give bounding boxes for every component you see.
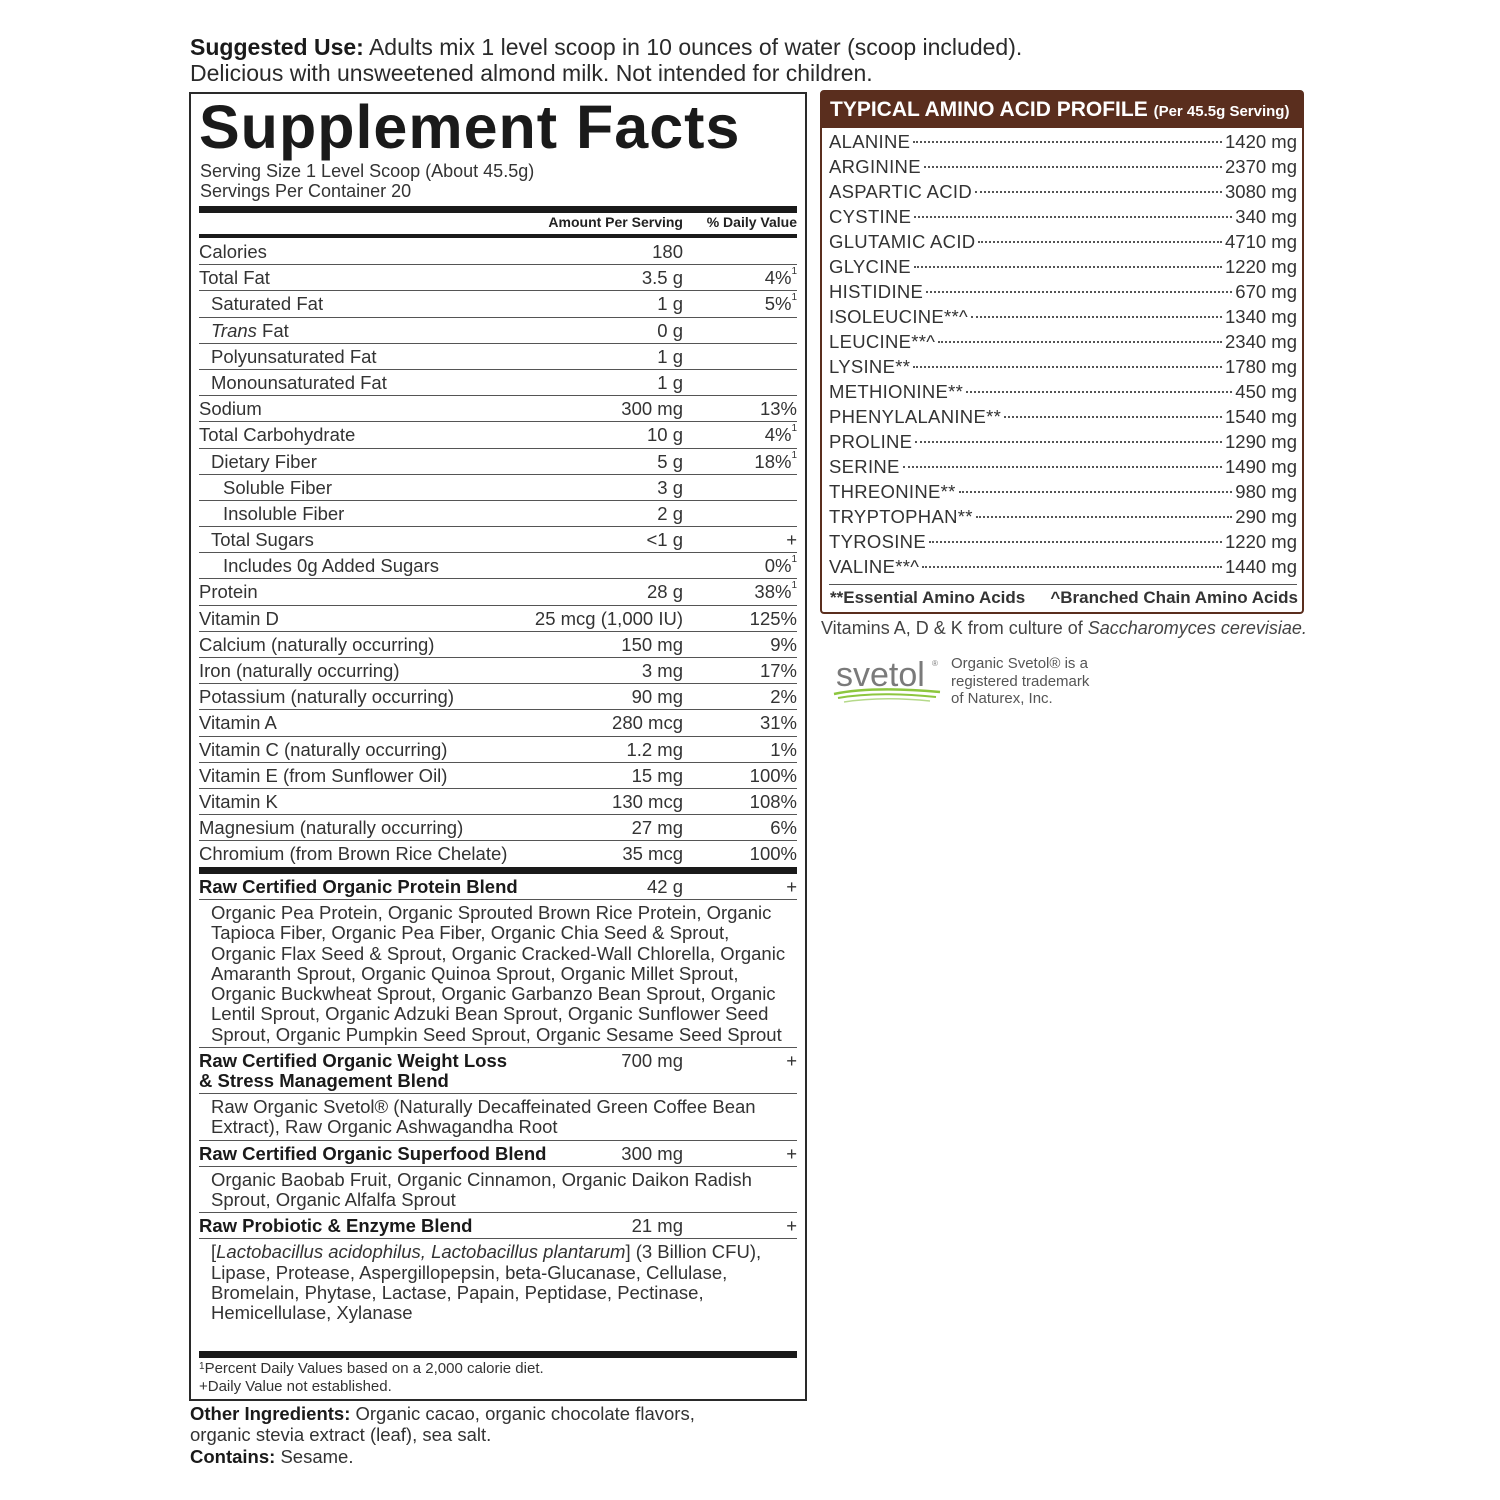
nutrient-name: Polyunsaturated Fat	[211, 345, 377, 367]
nutrient-row	[199, 396, 797, 422]
leader-dots	[924, 166, 1222, 168]
blend-ingredients: [Lactobacillus acidophilus, Lactobacillus plantarum] (3 Billion CFU), Lipase, Protease, Aspergillopepsin, beta-Glucanase, Cellulase, Bromelain, Phytase, Lactase, Papain, Peptidase, Pectinase, Hemicellulase, Xylanase	[211, 1241, 762, 1324]
blend-amount: 300 mg	[621, 1142, 683, 1164]
nutrient-dv: 17%	[759, 660, 797, 681]
amino-row	[829, 179, 1297, 204]
nutrient-dv: 38%$^1$	[754, 580, 797, 603]
nutrient-name: Soluble Fiber	[223, 476, 333, 498]
nutrient-name: Includes 0g Added Sugars	[223, 555, 439, 577]
bcaa-footnote: ^Branched Chain Amino Acids	[1050, 588, 1298, 607]
nutrient-name: Chromium (from Brown Rice Chelate)	[199, 843, 508, 865]
contains-label: Contains:	[190, 1446, 276, 1467]
amino-value: 1540 mg	[1225, 406, 1297, 427]
amino-value: 1290 mg	[1225, 431, 1297, 452]
blend-amount: 21 mg	[631, 1215, 683, 1237]
serving-info	[200, 161, 534, 201]
nutrient-name: Vitamin E (from Sunflower Oil)	[199, 764, 448, 786]
amino-name: SERINE	[829, 456, 900, 477]
amino-name: VALINE**^	[829, 556, 920, 577]
amino-value: 450 mg	[1235, 381, 1297, 402]
amino-value: 1420 mg	[1225, 131, 1297, 152]
nutrient-name: Total Carbohydrate	[199, 424, 356, 446]
amino-value: 670 mg	[1235, 281, 1297, 302]
amino-name: ISOLEUCINE**^	[829, 306, 969, 327]
blend-name: Raw Probiotic & Enzyme Blend	[199, 1215, 473, 1237]
amino-name: ALANINE	[829, 131, 911, 152]
nutrient-amount: 300 mg	[621, 398, 683, 420]
amino-acid-profile	[820, 90, 1304, 614]
contains-text: Sesame.	[275, 1446, 354, 1467]
amino-row	[829, 504, 1297, 529]
amino-name: PROLINE	[829, 431, 913, 452]
nutrient-amount: 90 mg	[631, 686, 683, 708]
amino-name: TYROSINE	[829, 531, 926, 552]
leader-dots	[959, 491, 1233, 493]
nutrient-dv: +	[786, 529, 797, 551]
amino-value: 1340 mg	[1225, 306, 1297, 327]
nutrient-row	[199, 501, 797, 527]
blend-name: Raw Certified Organic Protein Blend	[199, 876, 518, 897]
svg-text:®: ®	[932, 659, 938, 668]
nutrient-amount: 130 mcg	[612, 790, 683, 812]
nutrient-row	[199, 475, 797, 501]
amino-value: 1440 mg	[1225, 556, 1297, 577]
amino-subtitle: (Per 45.5g Serving)	[1153, 103, 1290, 120]
nutrient-row	[199, 632, 797, 658]
nutrient-amount: 3 mg	[641, 660, 683, 681]
leader-dots	[914, 266, 1222, 268]
other-ingredients-text: Organic cacao, organic chocolate flavors, organic stevia extract (leaf), sea salt.	[190, 1403, 695, 1445]
nutrient-dv: 4%$^1$	[764, 266, 797, 289]
nutrient-amount: 3 g	[657, 476, 683, 498]
nutrient-row	[199, 344, 797, 370]
nutrient-dv: 108%	[749, 790, 797, 812]
facts-title: Supplement Facts	[199, 93, 741, 161]
blend-dv: +	[786, 1142, 797, 1164]
leader-dots	[976, 516, 1233, 518]
nutrient-amount: 280 mcg	[612, 712, 683, 734]
nutrient-row	[199, 527, 797, 553]
nutrient-name: Vitamin D	[199, 607, 279, 629]
amino-row	[829, 229, 1297, 254]
nutrient-row	[199, 737, 797, 763]
leader-dots	[913, 366, 1222, 368]
blend-amount: 700 mg	[621, 1050, 683, 1072]
nutrient-amount: 5 g	[657, 450, 683, 472]
amino-title: TYPICAL AMINO ACID PROFILE	[830, 98, 1148, 121]
nutrient-dv: 1%	[770, 738, 797, 760]
amino-name: METHIONINE**	[829, 381, 964, 402]
nutrient-row	[199, 763, 797, 789]
nutrient-dv: 0%$^1$	[764, 554, 797, 577]
amino-row	[829, 254, 1297, 279]
amino-name: TRYPTOPHAN**	[829, 506, 973, 527]
nutrient-amount: 150 mg	[621, 633, 683, 655]
nutrient-row	[199, 606, 797, 632]
nutrient-name: Potassium (naturally occurring)	[199, 686, 454, 708]
nutrient-name: Protein	[199, 581, 258, 603]
nutrient-name: Sodium	[199, 398, 262, 420]
nutrient-dv: 31%	[759, 712, 797, 734]
amino-row	[829, 279, 1297, 304]
nutrient-amount: 1 g	[657, 345, 683, 367]
thick-rule	[199, 206, 797, 213]
essential-footnote: **Essential Amino Acids	[830, 588, 1026, 607]
leader-dots	[926, 291, 1232, 293]
amino-value: 340 mg	[1235, 206, 1297, 227]
amino-row	[829, 329, 1297, 354]
blend-name: Raw Certified Organic Weight Loss	[199, 1050, 508, 1072]
blend-ingredients: Organic Pea Protein, Organic Sprouted Brown Rice Protein, Organic Tapioca Fiber, Organic Pea Fiber, Organic Chia Seed & Sprout, Organic Flax Seed & Sprout, Organic Cracked-Wall Chlorella, Organic Amaranth Sprout, Organic Quinoa Sprout, Organic Millet Sprout, Organic Buckwheat Sprout, Organic Garbanzo Bean Sprout, Organic Lentil Sprout, Organic Adzuki Bean Sprout, Organic Sunflower Seed Sprout, Organic Pumpkin Seed Sprout, Organic Sesame Seed Sprout	[199, 900, 797, 1048]
nutrient-amount: 27 mg	[631, 817, 683, 839]
nutrient-dv: 100%	[749, 843, 797, 865]
leader-dots	[915, 441, 1222, 443]
footnote-1-text: Percent Daily Values based on a 2,000 calorie diet.	[204, 1360, 544, 1377]
nutrient-dv: 13%	[759, 398, 797, 420]
nutrient-row	[199, 553, 797, 579]
column-headers	[199, 214, 797, 234]
nutrient-dv: 125%	[749, 607, 797, 629]
leader-dots	[978, 241, 1222, 243]
suggested-use-line1: Adults mix 1 level scoop in 10 ounces of water (scoop included).	[363, 34, 1023, 60]
leader-dots	[971, 316, 1222, 318]
nutrient-dv: 6%	[770, 817, 797, 839]
amino-footnotes	[830, 588, 1298, 608]
suggested-use-label: Suggested Use:	[190, 34, 364, 60]
medium-rule	[199, 234, 797, 238]
nutrient-name: Dietary Fiber	[211, 450, 317, 472]
blend-header	[199, 1141, 797, 1167]
nutrient-row	[199, 789, 797, 815]
nutrient-amount: 180	[652, 241, 683, 262]
nutrient-amount: 1 g	[657, 293, 683, 315]
nutrient-rows	[199, 239, 797, 868]
amino-value: 1220 mg	[1225, 531, 1297, 552]
thick-rule-foot	[199, 1351, 797, 1358]
nutrient-amount: 0 g	[657, 319, 683, 341]
serving-size: Serving Size 1 Level Scoop (About 45.5g)	[200, 161, 535, 181]
amino-value: 4710 mg	[1225, 231, 1297, 252]
thick-rule-blends	[199, 867, 797, 874]
amino-name: HISTIDINE	[829, 281, 924, 302]
nutrient-name: Calcium (naturally occurring)	[199, 633, 435, 655]
vitamins-note-text: Vitamins A, D & K from culture of	[821, 618, 1088, 638]
blend-header	[199, 1213, 797, 1239]
dv-header: % Daily Value	[706, 214, 797, 230]
nutrient-name: Vitamin A	[199, 712, 277, 734]
amino-name: LYSINE**	[829, 356, 911, 377]
nutrient-row	[199, 291, 797, 317]
amount-header: Amount Per Serving	[548, 214, 683, 230]
leader-dots	[913, 141, 1222, 143]
trademark-line-1: Organic Svetol® is a	[951, 655, 1088, 672]
leader-dots	[922, 566, 1222, 568]
leader-dots	[903, 466, 1222, 468]
vitamins-note-italic: Saccharomyces cerevisiae.	[1087, 618, 1307, 638]
nutrient-row	[199, 815, 797, 841]
amino-value: 290 mg	[1235, 506, 1297, 527]
nutrient-row	[199, 684, 797, 710]
amino-row	[829, 479, 1297, 504]
leader-dots	[914, 216, 1232, 218]
nutrient-name: Magnesium (naturally occurring)	[199, 817, 464, 839]
amino-row	[829, 529, 1297, 554]
svetol-logo-text: svetol	[836, 656, 925, 694]
nutrient-row	[199, 841, 797, 867]
amino-name: CYSTINE	[829, 206, 912, 227]
nutrient-row	[199, 265, 797, 291]
blend-rows	[199, 874, 797, 1325]
blend-dv: +	[786, 1215, 797, 1237]
nutrient-name: Monounsaturated Fat	[211, 371, 387, 393]
footnotes	[199, 1360, 797, 1395]
amino-row	[829, 154, 1297, 179]
blend-header	[199, 1048, 797, 1094]
leader-dots	[938, 341, 1222, 343]
amino-rule	[829, 584, 1297, 585]
nutrient-name: Trans Fat	[211, 319, 289, 341]
nutrient-dv: 2%	[770, 686, 797, 708]
nutrient-row	[199, 579, 797, 605]
nutrient-row	[199, 370, 797, 396]
leader-dots	[975, 191, 1222, 193]
amino-row	[829, 429, 1297, 454]
servings-per-container: Servings Per Container 20	[200, 181, 412, 201]
nutrient-amount: 25 mcg (1,000 IU)	[534, 607, 683, 629]
amino-name: PHENYLALANINE**	[829, 406, 1002, 427]
blend-dv: +	[786, 876, 797, 897]
amino-value: 3080 mg	[1225, 181, 1297, 202]
amino-header	[822, 92, 1302, 128]
amino-row	[829, 379, 1297, 404]
svetol-logo	[832, 650, 942, 708]
amino-name: ASPARTIC ACID	[829, 181, 973, 202]
nutrient-amount: 28 g	[646, 581, 683, 603]
amino-value: 1780 mg	[1225, 356, 1297, 377]
nutrient-amount: 2 g	[657, 502, 683, 524]
nutrient-row	[199, 449, 797, 475]
nutrient-name: Vitamin C (naturally occurring)	[199, 738, 448, 760]
amino-list	[829, 129, 1297, 579]
blend-name: Raw Certified Organic Superfood Blend	[199, 1142, 547, 1164]
nutrient-dv: 18%$^1$	[754, 449, 797, 472]
amino-value: 980 mg	[1235, 481, 1297, 502]
amino-name: GLUTAMIC ACID	[829, 231, 976, 252]
nutrient-name: Total Fat	[199, 267, 270, 289]
trademark-line-3: of Naturex, Inc.	[951, 690, 1053, 707]
nutrient-dv: 100%	[749, 764, 797, 786]
blend-ingredients: Raw Organic Svetol® (Naturally Decaffeinated Green Coffee Bean Extract), Raw Organic Ashwagandha Root	[199, 1094, 797, 1141]
nutrient-row	[199, 710, 797, 736]
amino-row	[829, 129, 1297, 154]
amino-name: LEUCINE**^	[829, 331, 936, 352]
blend-ingredients: Organic Baobab Fruit, Organic Cinnamon, Organic Daikon Radish Sprout, Organic Alfalfa Sprout	[199, 1167, 797, 1214]
nutrient-amount: 10 g	[646, 424, 683, 446]
amino-row	[829, 554, 1297, 579]
vitamins-note	[821, 618, 1307, 639]
nutrient-dv: 5%$^1$	[764, 292, 797, 315]
nutrient-name: Insoluble Fiber	[223, 502, 345, 524]
amino-value: 2370 mg	[1225, 156, 1297, 177]
blend-header	[199, 874, 797, 900]
amino-row	[829, 304, 1297, 329]
amino-value: 2340 mg	[1225, 331, 1297, 352]
nutrient-row	[199, 658, 797, 684]
amino-value: 1490 mg	[1225, 456, 1297, 477]
blend-dv: +	[786, 1050, 797, 1072]
amino-row	[829, 204, 1297, 229]
amino-name: GLYCINE	[829, 256, 911, 277]
trademark-line-2: registered trademark	[951, 672, 1090, 690]
leader-dots	[966, 391, 1232, 393]
footnote-1: $^1$Percent Daily Values based on a 2,000 calorie diet.	[199, 1360, 544, 1377]
amino-row	[829, 454, 1297, 479]
leader-dots	[1004, 416, 1222, 418]
footnote-2: +Daily Value not established.	[199, 1377, 392, 1395]
amino-name: THREONINE**	[829, 481, 956, 502]
other-ingredients	[190, 1403, 750, 1445]
blend-amount: 42 g	[646, 876, 683, 897]
nutrient-name: Total Sugars	[211, 529, 314, 551]
other-ingredients-label: Other Ingredients:	[190, 1403, 351, 1424]
nutrient-amount: 1.2 mg	[626, 738, 683, 760]
nutrient-amount: 35 mcg	[622, 843, 683, 865]
leader-dots	[929, 541, 1222, 543]
nutrient-name: Saturated Fat	[211, 293, 324, 315]
nutrient-row	[199, 318, 797, 344]
nutrient-name: Vitamin K	[199, 790, 278, 812]
blend-name-line2: & Stress Management Blend	[199, 1070, 449, 1092]
amino-name: ARGININE	[829, 156, 921, 177]
nutrient-amount: 1 g	[657, 371, 683, 393]
nutrient-name: Iron (naturally occurring)	[199, 660, 400, 681]
suggested-use-line2: Delicious with unsweetened almond milk. Not intended for children.	[190, 60, 873, 86]
nutrient-amount: 15 mg	[631, 764, 683, 786]
nutrient-amount: 3.5 g	[641, 267, 683, 289]
amino-row	[829, 404, 1297, 429]
contains	[190, 1446, 353, 1467]
nutrient-dv: 4%$^1$	[764, 423, 797, 446]
nutrient-row	[199, 422, 797, 448]
amino-row	[829, 354, 1297, 379]
supplement-facts-panel	[189, 92, 807, 1401]
amino-value: 1220 mg	[1225, 256, 1297, 277]
nutrient-name: Calories	[199, 241, 267, 262]
suggested-use	[190, 34, 1090, 86]
svetol-trademark	[951, 655, 1089, 708]
nutrient-amount: <1 g	[646, 529, 683, 551]
nutrient-row	[199, 239, 797, 265]
nutrient-dv: 9%	[770, 633, 797, 655]
